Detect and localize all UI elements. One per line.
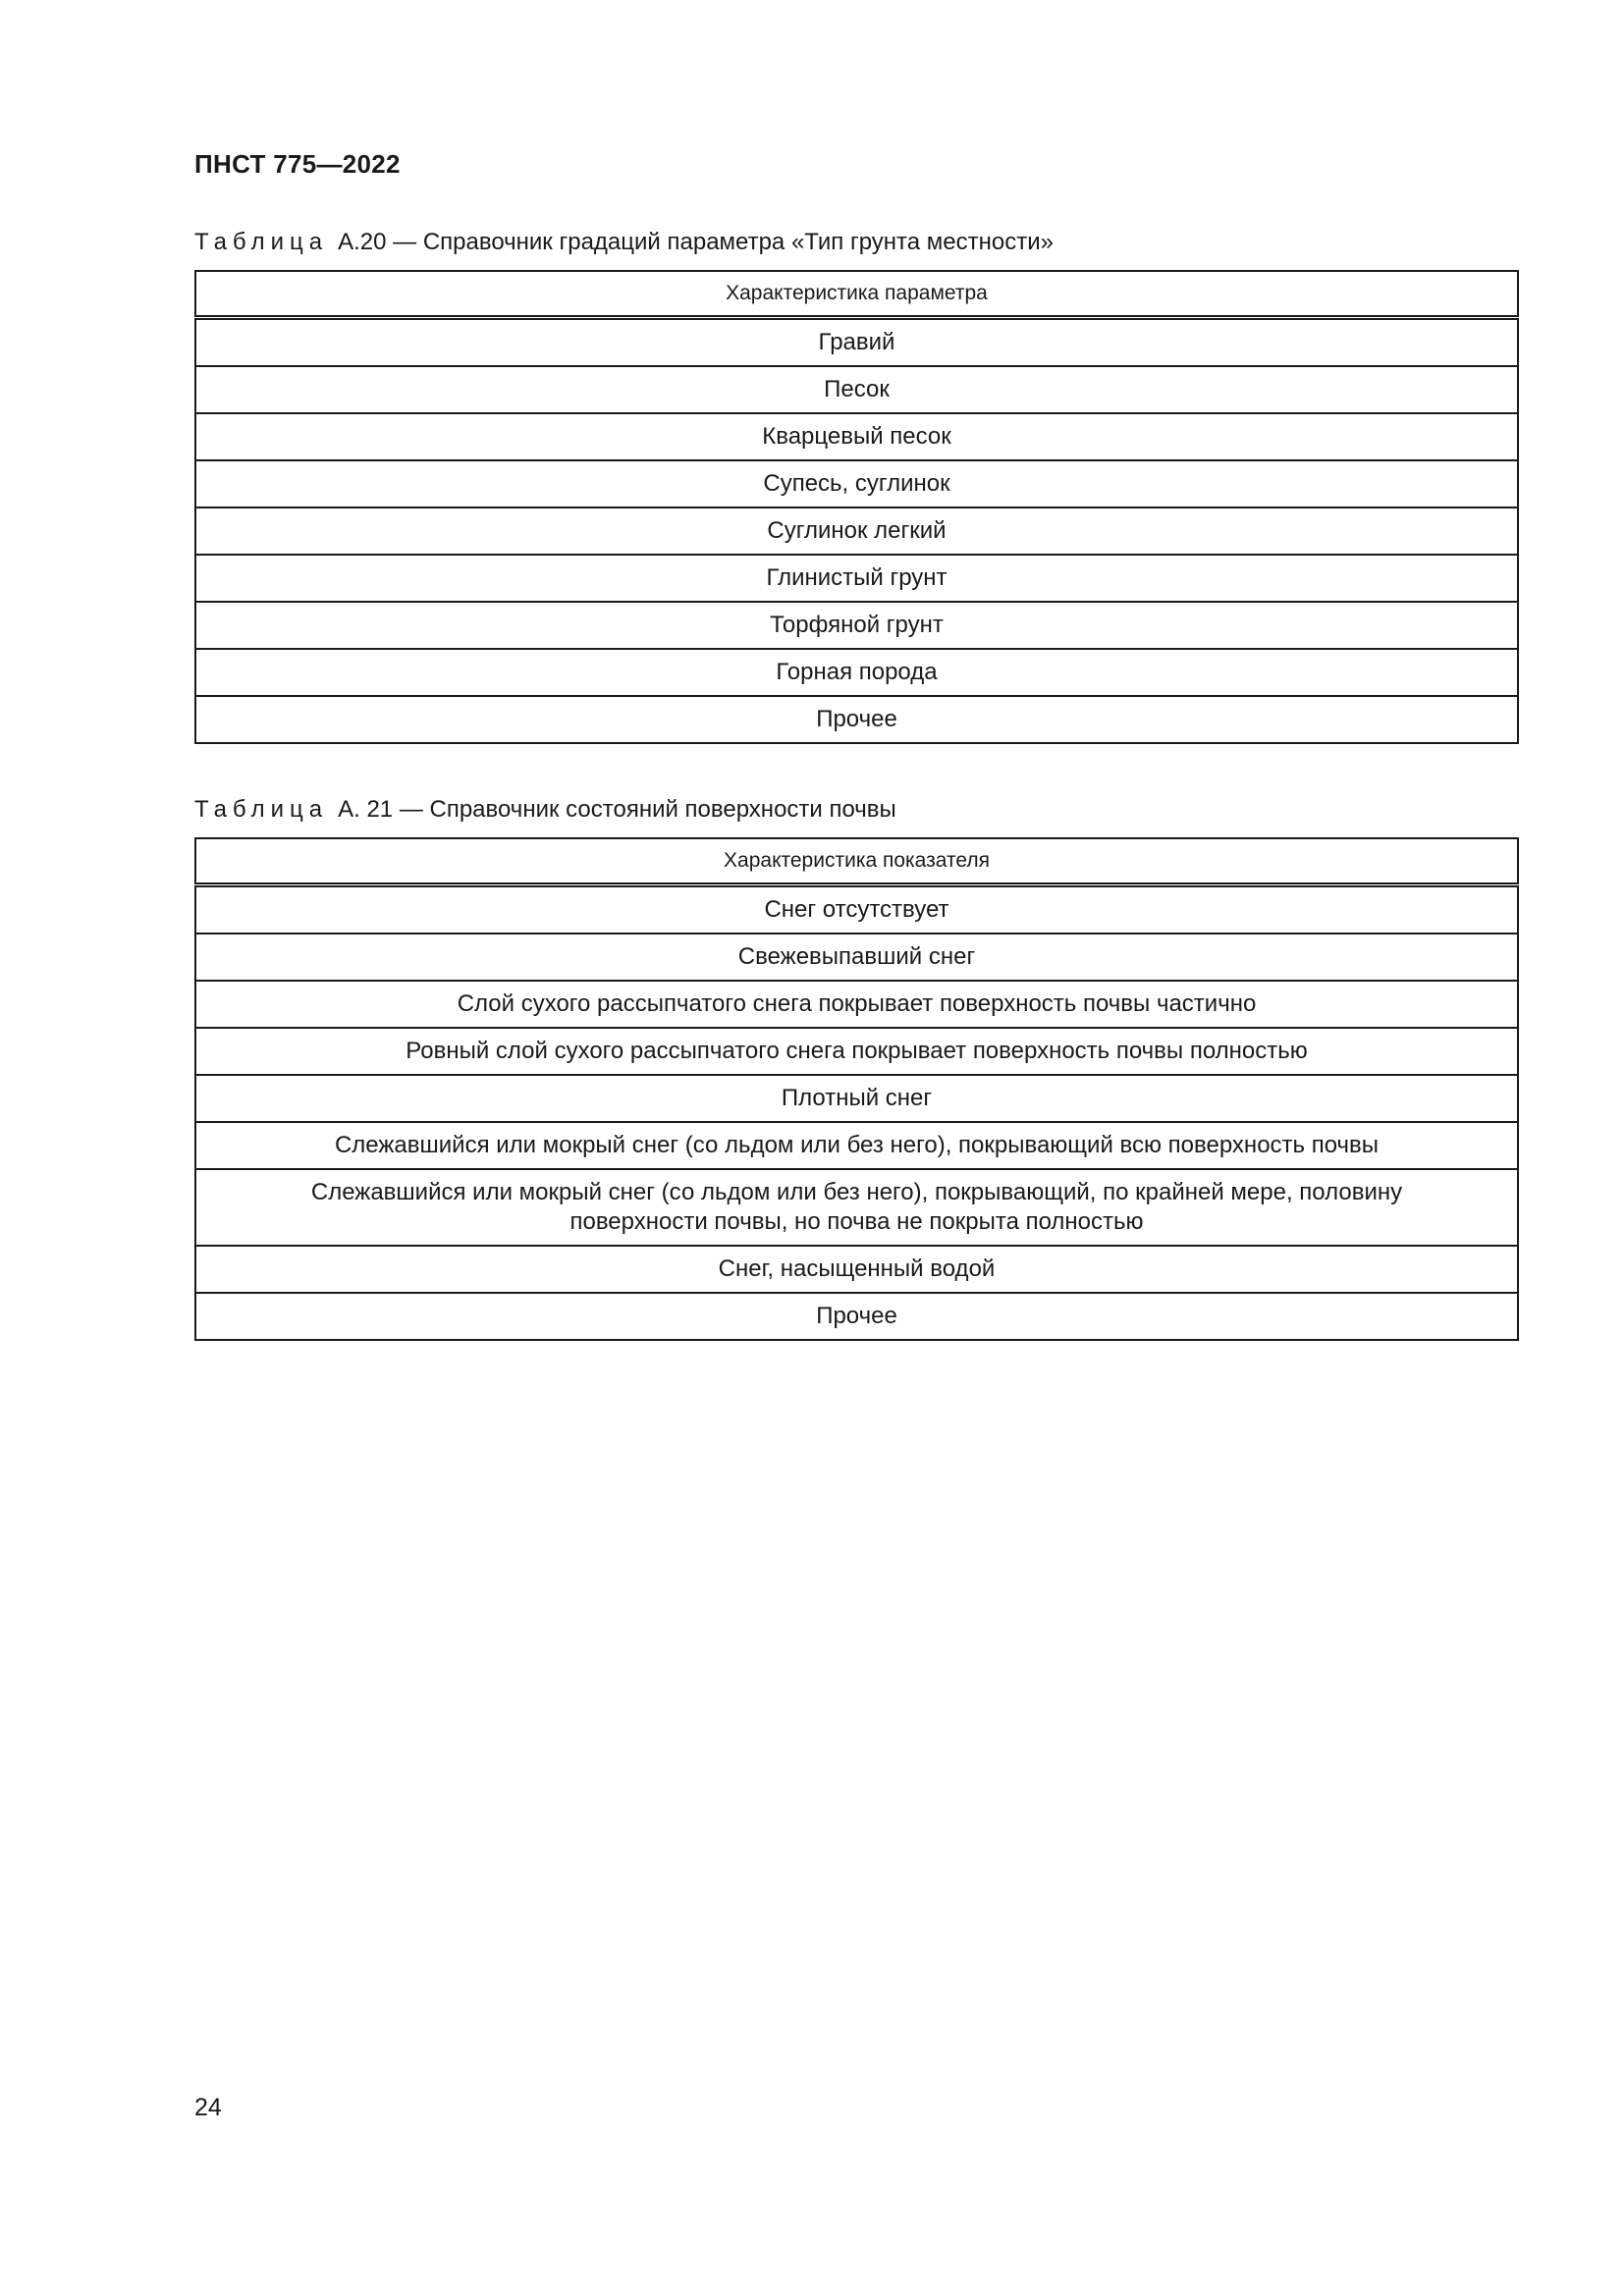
table-cell: Песок <box>195 366 1518 413</box>
soil-surface-state-table <box>194 837 1519 1341</box>
table-row <box>195 318 1518 367</box>
table-cell: Плотный снег <box>195 1075 1518 1122</box>
table-cell: Гравий <box>195 318 1518 367</box>
table-row <box>195 1169 1518 1246</box>
table-row <box>195 602 1518 649</box>
table-cell: Торфяной грунт <box>195 602 1518 649</box>
table-row <box>195 413 1518 460</box>
table-cell: Слой сухого рассыпчатого снега покрывает поверхность почвы частично <box>195 981 1518 1028</box>
table-row <box>195 885 1518 934</box>
table-2-caption-word: Таблица <box>194 796 329 823</box>
table-row <box>195 649 1518 696</box>
table-row <box>195 1075 1518 1122</box>
table-row <box>195 555 1518 602</box>
column-header: Характеристика показателя <box>195 838 1518 885</box>
table-cell: Глинистый грунт <box>195 555 1518 602</box>
table-cell: Прочее <box>195 1293 1518 1340</box>
table-row <box>195 981 1518 1028</box>
table-cell: Суглинок легкий <box>195 507 1518 555</box>
table-row <box>195 696 1518 743</box>
table-2-caption-title: А. 21 — Справочник состояний поверхности почвы <box>338 796 896 823</box>
table-row <box>195 460 1518 507</box>
table-cell: Слежавшийся или мокрый снег (со льдом или без него), покрывающий всю поверхность почвы <box>195 1122 1518 1169</box>
table-header-row <box>195 271 1518 318</box>
terrain-soil-type-table <box>194 270 1519 744</box>
table-row <box>195 507 1518 555</box>
table-cell: Снег, насыщенный водой <box>195 1246 1518 1293</box>
table-row <box>195 1246 1518 1293</box>
table-header-row <box>195 838 1518 885</box>
table-cell: Прочее <box>195 696 1518 743</box>
table-1-caption-word: Таблица <box>194 229 329 255</box>
table-row <box>195 1122 1518 1169</box>
table-2-caption <box>194 796 896 824</box>
page-number: 24 <box>194 2094 222 2121</box>
table-row <box>195 1028 1518 1075</box>
table-1-caption-title: А.20 — Справочник градаций параметра «Тип грунта местности» <box>338 229 1054 255</box>
table-row <box>195 366 1518 413</box>
table-cell: Свежевыпавший снег <box>195 934 1518 981</box>
table-cell: Супесь, суглинок <box>195 460 1518 507</box>
table-1-caption <box>194 229 1054 256</box>
table-cell: Снег отсутствует <box>195 885 1518 934</box>
table-row <box>195 934 1518 981</box>
table-cell: Горная порода <box>195 649 1518 696</box>
table-cell: Ровный слой сухого рассыпчатого снега покрывает поверхность почвы полностью <box>195 1028 1518 1075</box>
column-header: Характеристика параметра <box>195 271 1518 318</box>
table-cell: Кварцевый песок <box>195 413 1518 460</box>
table-cell: Слежавшийся или мокрый снег (со льдом или без него), покрывающий, по крайней мере, половину поверхности почвы, но почва не покрыта полностью <box>195 1169 1518 1246</box>
table-row <box>195 1293 1518 1340</box>
document-id: ПНСТ 775—2022 <box>194 149 401 179</box>
